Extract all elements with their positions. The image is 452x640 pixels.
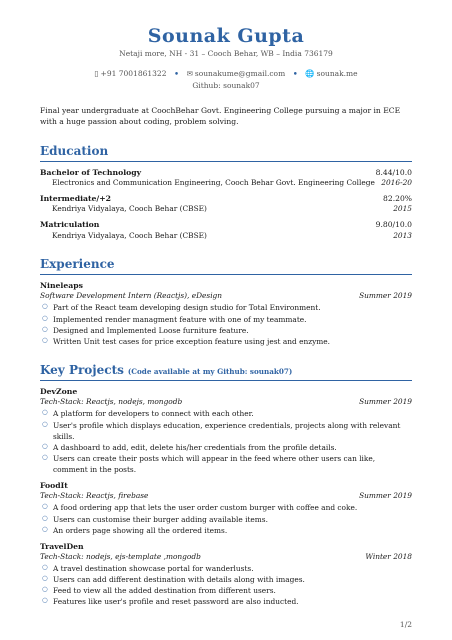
bullet-text: Feed to view all the added destination from different users. — [53, 586, 276, 596]
project-name: DevZone — [40, 387, 78, 397]
website-contact[interactable] — [305, 69, 357, 79]
bullet-circle-icon: ○ — [42, 324, 48, 333]
tech-stack: Tech-Stack: nodejs, ejs-template ,mongodb — [40, 552, 201, 562]
degree: Bachelor of Technology — [40, 167, 142, 177]
email-address[interactable]: sounakume@gmail.com — [194, 69, 286, 79]
bullet-text: Features like user's profile and reset password are also inducted. — [53, 597, 299, 607]
education-item — [40, 168, 412, 188]
institution: Kendriya Vidyalaya, Cooch Behar (CBSE) — [52, 204, 207, 214]
bullet-circle-icon: ○ — [42, 563, 48, 572]
grade: 82.20% — [383, 194, 412, 204]
bullet-circle-icon: ○ — [42, 335, 48, 344]
list-item — [40, 336, 412, 347]
summary: Final year undergraduate at CoochBehar Govt. Engineering College pursuing a major in ECE with a huge passion about coding, problem solving. — [40, 106, 401, 126]
phone-icon: ▯ — [94, 69, 99, 79]
bullet-text: User's profile which displays education, experience credentials, projects along with relevant skills. — [53, 420, 401, 441]
list-item — [40, 502, 412, 513]
bullet-circle-icon: ○ — [42, 574, 48, 583]
grade: 8.44/10.0 — [375, 167, 412, 177]
envelope-icon: ✉ — [186, 69, 193, 79]
project-item — [40, 542, 412, 608]
degree: Matriculation — [40, 220, 100, 230]
bullet-text: A dashboard to add, edit, delete his/her credentials from the profile details. — [53, 442, 337, 452]
bullet-list — [40, 502, 412, 535]
section-title-text: Key Projects — [40, 362, 124, 377]
bullet-circle-icon: ○ — [42, 524, 48, 533]
resume-name: Sounak Gupta — [147, 25, 305, 47]
bullet-text: Users can add different destination with details along with images. — [53, 575, 305, 585]
dates: 2015 — [393, 204, 412, 214]
page-number: 1/2 — [399, 619, 412, 629]
list-item — [40, 525, 412, 536]
list-item — [40, 442, 412, 453]
list-item — [40, 302, 412, 313]
list-item — [40, 514, 412, 525]
bullet-text: Written Unit test cases for price exception feature using jest and enzyme. — [53, 336, 331, 346]
website-link[interactable]: sounak.me — [316, 69, 358, 79]
bullet-circle-icon: ○ — [42, 408, 48, 417]
list-item — [40, 574, 412, 585]
section-title-text: Experience — [40, 256, 115, 271]
list-item — [40, 420, 412, 442]
bullet-circle-icon: ○ — [42, 502, 48, 511]
bullet-text: Users can customise their burger adding available items. — [53, 514, 268, 524]
separator-dot: • — [173, 70, 180, 81]
separator-dot: • — [292, 70, 298, 81]
list-item — [40, 453, 412, 475]
company-name: Nineleaps — [40, 281, 83, 291]
job-role: Software Development Intern (Reactjs), eDesign — [40, 291, 223, 301]
list-item — [40, 314, 412, 325]
bullet-text: Users can create their posts which will appear in the feed where other users can like, comment in the posts. — [53, 453, 376, 474]
list-item — [40, 325, 412, 336]
bullet-circle-icon: ○ — [42, 419, 48, 428]
bullet-circle-icon: ○ — [42, 441, 48, 450]
bullet-list — [40, 302, 412, 346]
period: Summer 2019 — [359, 491, 412, 501]
education-item — [40, 220, 412, 240]
grade: 9.80/10.0 — [375, 220, 412, 230]
email-contact[interactable] — [187, 69, 286, 79]
bullet-circle-icon: ○ — [42, 513, 48, 522]
dates: 2013 — [393, 230, 412, 240]
phone-contact — [94, 69, 166, 79]
degree: Intermediate/+2 — [40, 194, 112, 204]
dates: 2016-20 — [381, 178, 412, 188]
section-title-experience — [40, 256, 412, 275]
bullet-text: A travel destination showcase portal for wanderlusts. — [53, 564, 254, 574]
bullet-circle-icon: ○ — [42, 596, 48, 605]
list-item — [40, 563, 412, 574]
bullet-circle-icon: ○ — [42, 313, 48, 322]
period: Summer 2019 — [359, 291, 412, 301]
section-title-education — [40, 143, 412, 162]
globe-icon: 🌐 — [305, 69, 315, 79]
bullet-circle-icon: ○ — [42, 585, 48, 594]
project-item — [40, 387, 412, 475]
experience-item — [40, 281, 412, 347]
bullet-text: Part of the React team developing design studio for Total Environment. — [53, 303, 321, 313]
contact-line — [40, 69, 412, 81]
phone-number: +91 7001861322 — [100, 69, 167, 79]
bullet-circle-icon: ○ — [42, 302, 48, 311]
bullet-list — [40, 563, 412, 607]
project-name: FoodIt — [40, 481, 68, 491]
list-item — [40, 596, 412, 607]
address: Netaji more, NH - 31 – Cooch Behar, WB – India 736179 — [119, 48, 333, 58]
bullet-text: A platform for developers to connect with each other. — [53, 409, 254, 419]
institution: Kendriya Vidyalaya, Cooch Behar (CBSE) — [52, 230, 207, 240]
tech-stack: Tech-Stack: Reactjs, firebase — [40, 491, 149, 501]
section-title-text: Education — [40, 143, 109, 158]
project-name: TravelDen — [40, 541, 84, 551]
bullet-text: An orders page showing all the ordered items. — [53, 525, 228, 535]
institution: Electronics and Communication Engineering, Cooch Behar Govt. Engineering College — [52, 178, 375, 188]
list-item — [40, 408, 412, 419]
bullet-list — [40, 408, 412, 475]
projects-note: (Code available at my Github: sounak07) — [127, 366, 293, 376]
education-item — [40, 194, 412, 214]
list-item — [40, 585, 412, 596]
bullet-text: Implemented render managment feature with one of my teammate. — [53, 314, 307, 324]
bullet-text: A food ordering app that lets the user order custom burger with coffee and coke. — [53, 503, 358, 513]
period: Winter 2018 — [365, 552, 412, 562]
bullet-text: Designed and Implemented Loose furniture feature. — [53, 325, 249, 335]
bullet-circle-icon: ○ — [42, 452, 48, 461]
tech-stack: Tech-Stack: Reactjs, nodejs, mongodb — [40, 397, 183, 407]
period: Summer 2019 — [359, 397, 412, 407]
section-title-projects — [40, 362, 412, 381]
github-link[interactable]: Github: sounak07 — [192, 81, 260, 91]
project-item — [40, 481, 412, 536]
